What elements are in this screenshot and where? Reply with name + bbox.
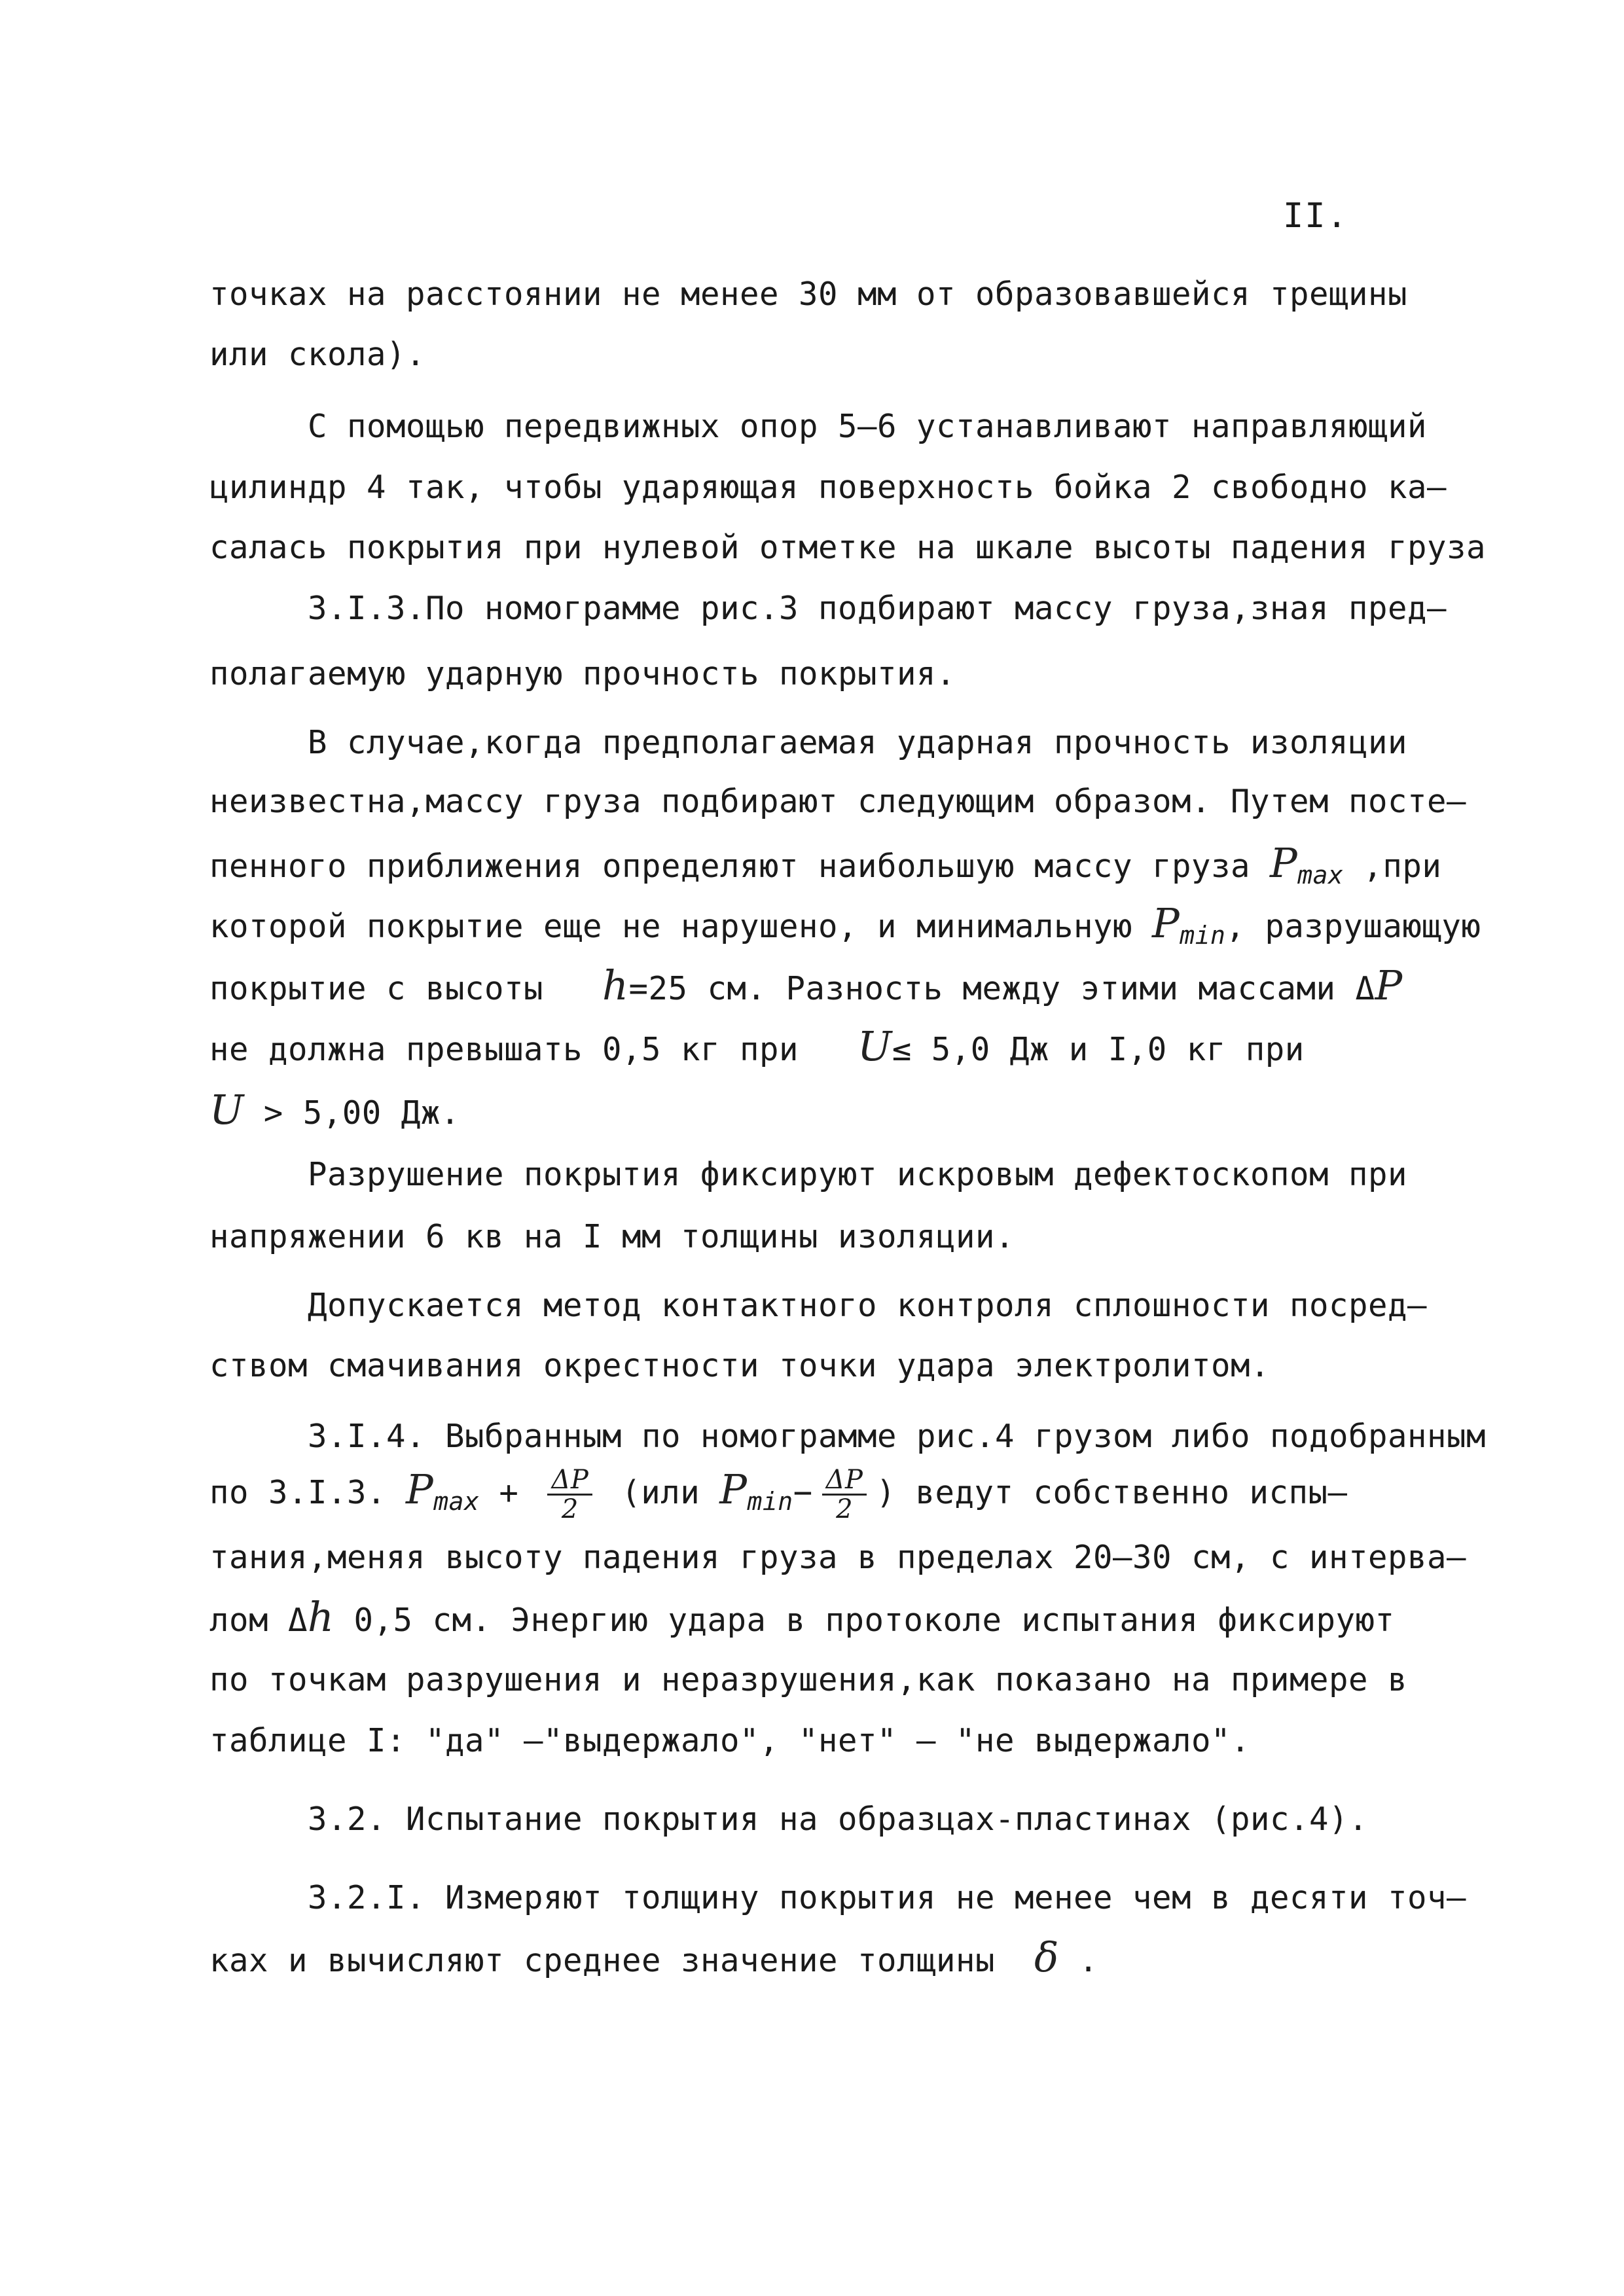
text-fragment: ≤ 5,0 Дж и I,0 кг при: [892, 1031, 1305, 1068]
text-line: или скола).: [209, 336, 426, 373]
text-line: В случае,когда предполагаемая ударная прочность изоляции: [308, 724, 1408, 761]
text-line: Допускается метод контактного контроля сплошности посред–: [308, 1287, 1428, 1324]
text-line: 3.2.I. Измеряют толщину покрытия не менее чем в десяти точ–: [308, 1879, 1467, 1916]
fraction-delta-p-half: [822, 1466, 867, 1523]
text-line: С помощью передвижных опор 5–6 устанавливают направляющий: [308, 408, 1428, 445]
text-line: точках на расстоянии не менее 30 мм от образовавшейся трещины: [209, 276, 1408, 313]
text-line: по точкам разрушения и неразрушения,как показано на примере в: [209, 1661, 1408, 1698]
formula-operator: −: [793, 1474, 813, 1511]
text-fragment: лом Δ: [209, 1602, 308, 1639]
formula-subscript: max: [1297, 861, 1344, 889]
text-line: напряжении 6 кв на I мм толщины изоляции.: [209, 1218, 1015, 1255]
text-fragment: ,при: [1363, 848, 1442, 885]
text-line: 3.I.3.По номограмме рис.3 подбирают массу груза,зная пред–: [308, 590, 1447, 627]
text-line: неизвестна,массу груза подбирают следующим образом. Путем посте–: [209, 783, 1467, 820]
text-line-energy-2: [209, 1086, 460, 1134]
formula-subscript: min: [1180, 921, 1226, 950]
text-fragment: ках и вычисляют среднее значение толщины: [209, 1942, 996, 1979]
formula-symbol: U: [209, 1086, 244, 1134]
text-line-thickness: [209, 1933, 1098, 1981]
fraction-numerator: ΔP: [547, 1466, 592, 1496]
text-line-interval: [209, 1593, 1395, 1641]
section-heading: 3.2. Испытание покрытия на образцах-пластинах (рис.4).: [308, 1801, 1369, 1838]
text-line: 3.I.4. Выбранным по номограмме рис.4 грузом либо подобранным: [308, 1418, 1487, 1455]
text-line: салась покрытия при нулевой отметке на шкале высоты падения груза: [209, 529, 1487, 566]
fraction-delta-p-half: [547, 1466, 592, 1523]
text-line-pmin: [209, 899, 1481, 950]
text-fragment: (или: [621, 1474, 700, 1511]
formula-symbol: P: [719, 1465, 748, 1513]
text-fragment: по 3.I.3.: [209, 1474, 387, 1511]
formula-symbol: δ: [1034, 1933, 1059, 1981]
text-fragment: =25 см. Разность между этими массами Δ: [628, 970, 1375, 1007]
formula-subscript: min: [747, 1487, 793, 1516]
formula-symbol: h: [308, 1593, 334, 1641]
text-line: Разрушение покрытия фиксируют искровым дефектоскопом при: [308, 1156, 1408, 1193]
text-line: ством смачивания окрестности точки удара электролитом.: [209, 1347, 1271, 1384]
formula-symbol: U: [857, 1022, 892, 1070]
fraction-denominator: 2: [561, 1494, 579, 1524]
text-fragment: пенного приближения определяют наибольшую массу груза: [209, 848, 1251, 885]
text-fragment: покрытие с высоты: [209, 970, 544, 1007]
text-line: таблице I: "да" –"выдержало", "нет" – "не выдержало".: [209, 1722, 1251, 1759]
text-fragment: ) ведут собственно испы–: [876, 1474, 1348, 1511]
text-line-energy: [209, 1022, 1305, 1070]
formula-subscript: max: [433, 1487, 480, 1516]
text-line: тания,меняя высоту падения груза в пределах 20–30 см, с интерва–: [209, 1539, 1467, 1576]
text-line: полагаемую ударную прочность покрытия.: [209, 655, 956, 692]
text-fragment: 0,5 см. Энергию удара в протоколе испытания фиксируют: [353, 1602, 1395, 1639]
fraction-denominator: 2: [836, 1494, 854, 1524]
fraction-numerator: ΔP: [822, 1466, 867, 1496]
formula-symbol: P: [1375, 961, 1403, 1009]
formula-symbol: P: [406, 1465, 434, 1513]
text-line: цилиндр 4 так, чтобы ударяющая поверхность бойка 2 свободно ка–: [209, 469, 1447, 506]
page-number: II.: [1283, 196, 1348, 236]
text-fragment: которой покрытие еще не нарушено, и минимальную: [209, 908, 1133, 945]
formula-operator: +: [499, 1474, 519, 1511]
text-fragment: .: [1078, 1942, 1098, 1979]
text-line-formula: [209, 1466, 1348, 1523]
text-fragment: , разрушающую: [1225, 908, 1481, 945]
text-line-pmax: [209, 839, 1442, 889]
text-fragment: > 5,00 Дж.: [263, 1094, 460, 1132]
formula-symbol: P: [1270, 839, 1298, 887]
text-fragment: не должна превышать 0,5 кг при: [209, 1031, 799, 1068]
formula-symbol: P: [1152, 899, 1180, 947]
text-line-height: [209, 961, 1403, 1009]
formula-symbol: h: [602, 961, 629, 1009]
